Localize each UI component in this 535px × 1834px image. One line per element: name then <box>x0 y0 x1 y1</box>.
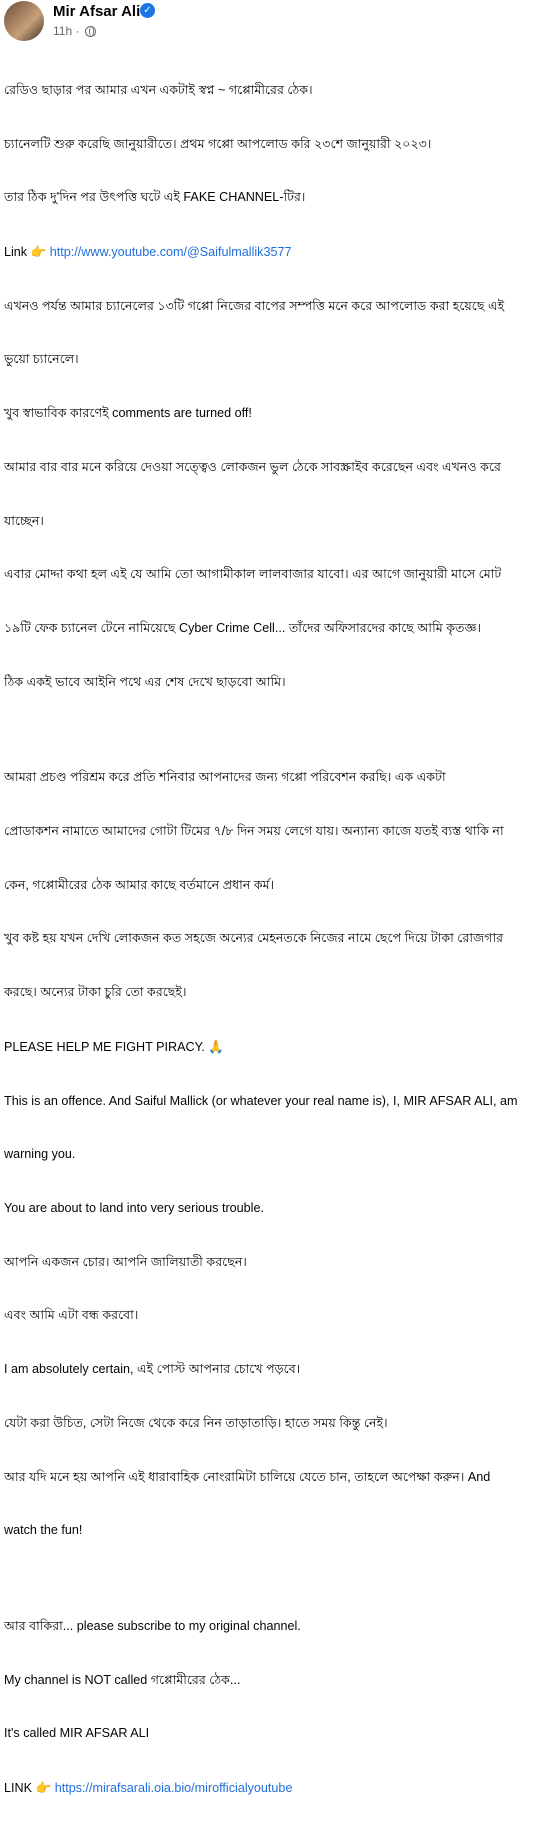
post-body <box>4 46 532 1834</box>
post-line: কেন, গপ্পোমীরের ঠেক আমার কাছে বর্তমানে প্রধান কর্ম। <box>4 877 275 892</box>
post-line: This is an offence. And Saiful Mallick (or whatever your real name is), I, MIR AFSAR ALI, am <box>4 1093 518 1108</box>
link-line <box>4 1779 532 1798</box>
author-name[interactable]: Mir Afsar Ali <box>53 3 141 20</box>
channel-link[interactable]: http://www.youtube.com/@Saifulmallik3577 <box>49 244 292 259</box>
post-line: I am absolutely certain, এই পোস্ট আপনার চোখে পড়বে। <box>4 1362 301 1377</box>
post-line: It's called MIR AFSAR ALI <box>4 1726 150 1741</box>
post-line: warning you. <box>4 1147 76 1162</box>
post-line: করছে। অন্যের টাকা চুরি তো করছেই। <box>4 985 187 1000</box>
piracy-line <box>4 1038 532 1057</box>
post-line: ঠিক একই ভাবে আইনি পথে এর শেষ দেখে ছাড়বো আমি। <box>4 674 286 689</box>
post-line: My channel is NOT called গপ্পোমীরের ঠেক... <box>4 1672 241 1687</box>
post-line: আর বাকিরা... please subscribe to my original channel. <box>4 1618 301 1633</box>
post-line: আপনি একজন চোর। আপনি জালিয়াতী করছেন। <box>4 1254 247 1269</box>
link-label: LINK <box>4 1781 32 1795</box>
post-line: চ্যানেলটি শুরু করেছি জানুয়ারীতে। প্রথম গপ্পো আপলোড করি ২৩শে জানুয়ারী ২০২৩। <box>4 136 432 151</box>
post-time[interactable]: 11h <box>53 24 73 38</box>
post-line: যাচ্ছেন। <box>4 513 44 528</box>
link-label: Link <box>4 244 28 259</box>
post-line: যেটা করা উচিত, সেটা নিজে থেকে করে নিন তাড়াতাড়ি। হাতে সময় কিন্তু নেই। <box>4 1415 388 1430</box>
post-line: ভুয়ো চ্যানেলে। <box>4 352 79 367</box>
post-line: আমার বার বার মনে করিয়ে দেওয়া সত্ত্বেও লোকজন ভুল ঠেকে সাবস্ক্রাইব করেছেন এবং এখনও করে <box>4 459 501 474</box>
paragraph-gap <box>4 1576 532 1582</box>
pointing-hand-emoji: 👉 <box>30 243 47 259</box>
post-line: You are about to land into very serious trouble. <box>4 1201 264 1215</box>
folded-hands-emoji: 🙏 <box>208 1038 225 1054</box>
globe-icon[interactable] <box>85 26 96 37</box>
post-line: খুব স্বাভাবিক কারণেই comments are turned off! <box>4 406 252 421</box>
paragraph-gap <box>4 727 532 733</box>
post-line: watch the fun! <box>4 1523 83 1538</box>
post-line: প্রোডাকশন নামাতে আমাদের গোটা টিমের ৭/৮ দিন সময় লেগে যায়। অন্যান্য কাজে যতই ব্যস্ত থাকি না <box>4 823 504 838</box>
post-header <box>0 0 535 44</box>
post-line: আর যদি মনে হয় আপনি এই ধারাবাহিক নোংরামিটা চালিয়ে যেতে চান, তাহলে অপেক্ষা করুন। And <box>4 1469 491 1484</box>
verified-badge-icon: ✓ <box>140 3 155 18</box>
post-line: এখনও পর্যন্ত আমার চ্যানেলের ১৩টি গপ্পো নিজের বাপের সম্পত্তি মনে করে আপলোড করা হয়েছে এই <box>4 298 505 313</box>
pointing-hand-emoji: 👉 <box>35 1780 52 1795</box>
post-line: আমরা প্রচণ্ড পরিশ্রম করে প্রতি শনিবার আপনাদের জন্য গপ্পো পরিবেশন করছি। এক একটা <box>4 770 446 785</box>
post-line: এবং আমি এটা বন্ধ করবো। <box>4 1308 139 1323</box>
link-line <box>4 243 532 262</box>
avatar[interactable] <box>4 1 44 41</box>
post-line: এবার মোদ্দা কথা হল এই যে আমি তো আগামীকাল লালবাজার যাবো। এর আগে জানুয়ারী মাসে মোট <box>4 567 502 582</box>
post-line: তার ঠিক দু'দিন পর উৎপত্তি ঘটে এই FAKE CHANNEL-টির। <box>4 190 306 205</box>
post-line: ১৯টি ফেক চ্যানেল টেনে নামিয়েছে Cyber Crime Cell... তাঁদের অফিসারদের কাছে আমি কৃতজ্ঞ। <box>4 621 482 635</box>
post-line: রেডিও ছাড়ার পর আমার এখন একটাই স্বপ্ন ~ গপ্পোমীরের ঠেক। <box>4 82 313 97</box>
official-channel-link[interactable]: https://mirafsarali.oia.bio/mirofficialyoutube <box>54 1781 293 1795</box>
post-line: PLEASE HELP ME FIGHT PIRACY. <box>4 1039 205 1054</box>
post-meta: 11h · <box>53 24 96 38</box>
post-line: খুব কষ্ট হয় যখন দেখি লোকজন কত সহজে অন্যের মেহনতকে নিজের নামে ছেপে দিয়ে টাকা রোজগার <box>4 931 504 946</box>
